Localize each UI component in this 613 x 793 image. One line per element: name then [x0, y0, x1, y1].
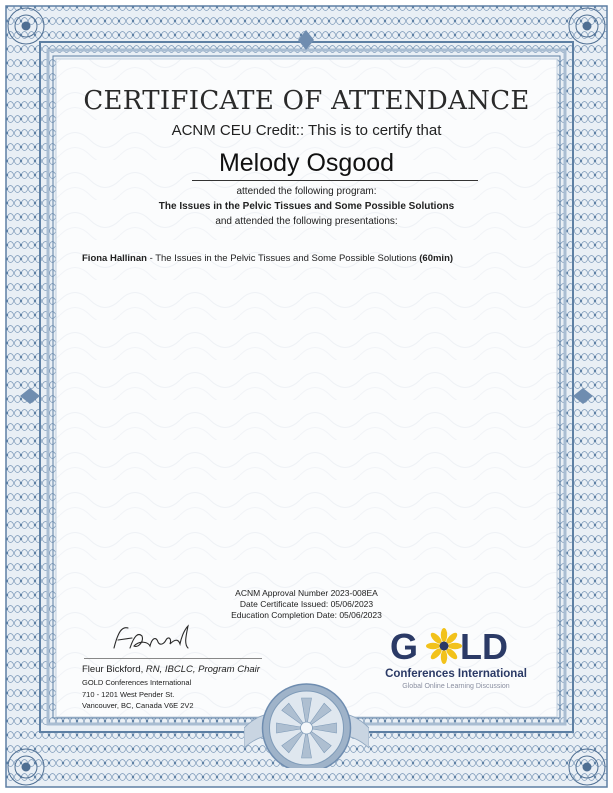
- approval-number: ACNM Approval Number 2023-008EA: [235, 588, 378, 598]
- signer-credentials: RN, IBCLC, Program Chair: [145, 664, 260, 675]
- certificate-title: CERTIFICATE OF ATTENDANCE: [83, 86, 530, 116]
- signer-address: [82, 677, 194, 712]
- presentation-duration: (60min): [419, 253, 454, 264]
- gold-letters-ld: LD: [460, 626, 508, 666]
- certificate-subtitle: ACNM CEU Credit:: This is to certify that: [171, 122, 442, 139]
- gold-wordmark: [376, 626, 536, 666]
- program-title: The Issues in the Pelvic Tissues and Some Possible Solutions: [158, 201, 455, 212]
- presentations-text: and attended the following presentations:: [215, 216, 398, 227]
- signer-org: GOLD Conferences International: [82, 678, 192, 687]
- presentation-speaker: Fiona Hallinan: [82, 253, 147, 264]
- approval-block: [0, 588, 613, 621]
- presentation-entry: [82, 253, 453, 264]
- gold-letter-g: G: [390, 626, 419, 666]
- signature-image: [108, 618, 198, 658]
- presentation-separator: -: [146, 253, 156, 264]
- presentation-title: The Issues in the Pelvic Tissues and Some Possible Solutions: [155, 253, 420, 264]
- completion-date: Education Completion Date: 05/06/2023: [231, 610, 382, 620]
- attended-text: attended the following program:: [236, 186, 377, 197]
- recipient-underline: [192, 180, 478, 181]
- address-line-2: Vancouver, BC, Canada V6E 2V2: [82, 701, 194, 710]
- logo-subtitle: Conferences International: [385, 668, 527, 680]
- sunflower-icon: [426, 628, 462, 664]
- logo-tagline: Global Online Learning Discussion: [402, 683, 510, 690]
- signer-name: Fleur Bickford,: [82, 664, 146, 675]
- signature-line: [84, 658, 262, 659]
- address-line-1: 710 - 1201 West Pender St.: [82, 689, 175, 699]
- signer-line: [82, 664, 260, 675]
- date-issued: Date Certificate Issued: 05/06/2023: [239, 599, 374, 609]
- recipient-name: Melody Osgood: [218, 149, 395, 177]
- certificate-seal: [244, 668, 369, 768]
